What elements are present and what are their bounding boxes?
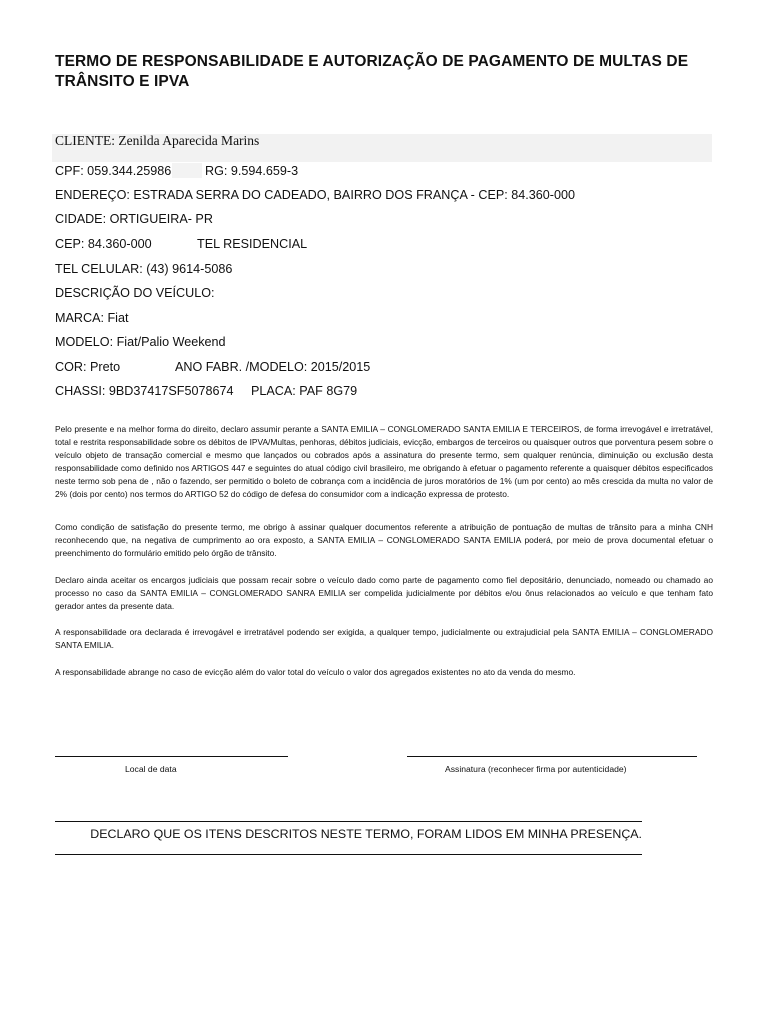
placa-field: PLACA: PAF 8G79 <box>251 384 358 398</box>
tel-celular-field: TEL CELULAR: (43) 9614-5086 <box>55 262 233 276</box>
declaration-bottom-rule <box>55 854 642 855</box>
cor-field: COR: Preto <box>55 360 121 374</box>
rg-field: RG: 9.594.659-3 <box>205 164 299 178</box>
paragraph-5: A responsabilidade abrange no caso de evicção além do valor total do veículo o valor dos agregados existentes no ato da venda do mesmo. <box>55 667 576 677</box>
document-title: TERMO DE RESPONSABILIDADE E AUTORIZAÇÃO DE PAGAMENTO DE MULTAS DE TRÂNSITO E IPVA <box>55 53 689 90</box>
client-name: CLIENTE: Zenilda Aparecida Marins <box>55 133 260 148</box>
cpf-rg-spacer <box>172 163 202 178</box>
ano-modelo-field: ANO FABR. /MODELO: 2015/2015 <box>175 360 371 374</box>
local-data-signature-line <box>55 756 288 757</box>
tel-residencial-field: TEL RESIDENCIAL <box>197 237 308 251</box>
assinatura-signature-line <box>407 756 697 757</box>
vehicle-description-heading: DESCRIÇÃO DO VEÍCULO: <box>55 286 215 300</box>
paragraph-1: Pelo presente e na melhor forma do direito, declaro assumir perante a SANTA EMILIA – CONGLOMERADO SANTA EMILIA E TERCEIROS, de forma irrevogável e irretratável, total e restrita responsabilidade sobre os débitos de IPVA/Multas, penhoras, débitos judiciais, evicção, embargos de terceiros ou quaisquer outros que porventura pesem sobre o veículo objeto de transação comercial e mesmo que lançados ou cobrados após a assinatura do presente termo, sem qualquer renúncia, diminuição ou exclusão desta responsabilidade como definido nos ARTIGOS 447 e seguintes do atual código civil brasileiro, me obrigando à efetuar o pagamento referente a quaisquer débitos especificados neste termo sob pena de , não o fazendo, ser permitido o boleto de cobrança com a incidência de juros moratórios de 1% (um por cento) ao mês crescida da multa no valor de 2% (dois por cento) nos termos do ARTIGO 52 do código de defesa do consumidor com a indicação expressa de protesto. <box>55 424 713 499</box>
assinatura-label: Assinatura (reconhecer firma por autenticidade) <box>445 764 627 774</box>
marca-field: MARCA: Fiat <box>55 311 129 325</box>
cpf-field: CPF: 059.344.25986 <box>55 164 172 178</box>
declaration-top-rule <box>55 821 642 822</box>
cidade-field: CIDADE: ORTIGUEIRA- PR <box>55 212 213 226</box>
paragraph-3: Declaro ainda aceitar os encargos judiciais que possam recair sobre o veículo dado como parte de pagamento como fiel depositário, denunciado, nomeado ou chamado ao processo no caso da SANTA EMILIA – CONGLOMERADO SANRA EMILIA ser compelida judicialmente por débitos e/ou ônus relacionados ao veículo e que tenham fato gerador antes da presente data. <box>55 575 713 611</box>
paragraph-4: A responsabilidade ora declarada é irrevogável e irretratável podendo ser exigida, a qualquer tempo, judicialmente ou extrajudicial pela SANTA EMILIA – CONGLOMERADO SANTA EMILIA. <box>55 627 713 650</box>
endereco-field: ENDEREÇO: ESTRADA SERRA DO CADEADO, BAIRRO DOS FRANÇA - CEP: 84.360-000 <box>55 188 575 202</box>
chassi-field: CHASSI: 9BD37417SF5078674 <box>55 384 234 398</box>
local-data-label: Local de data <box>125 764 177 774</box>
modelo-field: MODELO: Fiat/Palio Weekend <box>55 335 226 349</box>
cep-field: CEP: 84.360-000 <box>55 237 152 251</box>
paragraph-2: Como condição de satisfação do presente termo, me obrigo à assinar qualquer documentos referente a atribuição de pontuação de multas de trânsito para a minha CNH reconhecendo que, na negativa de cumprimento ao ora exposto, a SANTA EMILIA – CONGLOMERADO SANTA EMILIA poderá, por meio de prova documental efetuar o preenchimento do formulário emitido pelo órgão de trânsito. <box>55 522 713 558</box>
declaration-text: DECLARO QUE OS ITENS DESCRITOS NESTE TERMO, FORAM LIDOS EM MINHA PRESENÇA. <box>90 827 642 841</box>
